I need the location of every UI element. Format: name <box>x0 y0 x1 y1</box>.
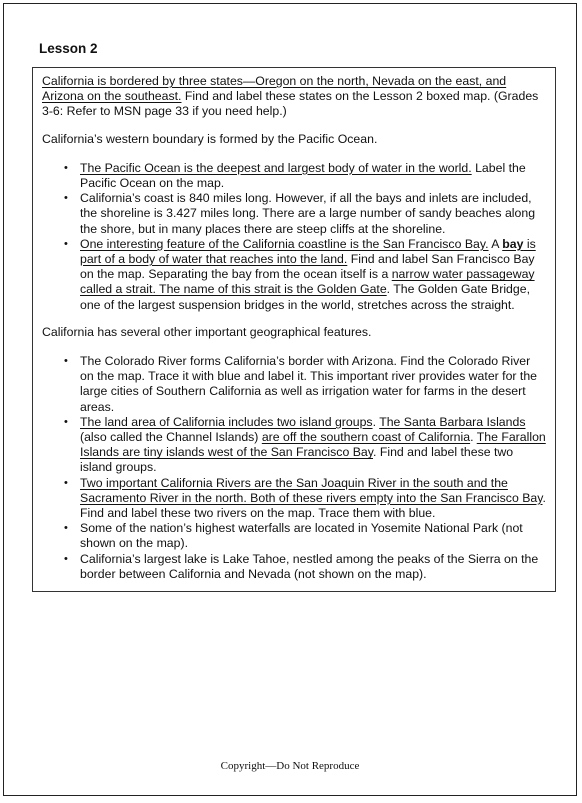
list-item <box>42 521 547 551</box>
list-item <box>42 191 547 237</box>
list-item <box>42 161 547 191</box>
text-run: California’s largest lake is Lake Tahoe, nestled among the peaks of the Sierra on the border between California and Nevada (not shown on the map). <box>80 551 539 581</box>
underlined-text: The Farallon Islands are tiny islands west of the San Francisco Bay <box>80 430 546 460</box>
text-run: A <box>488 236 503 251</box>
underlined-text: narrow water passageway called a strait. The name of this strait is the Golden Gate <box>80 267 535 297</box>
bullet-icon: • <box>64 161 68 174</box>
list-item <box>42 476 547 522</box>
bullet-icon: • <box>64 237 68 250</box>
underlined-text: The Santa Barbara Islands <box>379 414 526 429</box>
western-boundary-paragraph: California’s western boundary is formed by the Pacific Ocean. <box>42 131 378 146</box>
text-run: (also called the Channel Islands) <box>80 430 262 445</box>
text-run: California’s coast is 840 miles long. However, if all the bays and inlets are included, the shoreline is 3.427 miles long. There are a large number of sandy beaches along the shore, but in many places there are steep cliffs at the shoreline. <box>80 191 536 236</box>
text-run: Find and label these states on the Lesson 2 boxed map. (Grades 3-6: Refer to MSN page 33 if you need help.) <box>42 89 539 119</box>
bullet-icon: • <box>64 476 68 489</box>
text-run: Find and label San Francisco Bay on the map. Separating the bay from the ocean itself is a <box>80 252 535 282</box>
text-run: . <box>470 430 477 445</box>
text-run: Label the Pacific Ocean on the map. <box>80 160 526 191</box>
bullet-icon: • <box>64 192 68 205</box>
list-item <box>42 415 547 476</box>
list-item <box>42 552 547 582</box>
text-run: . Find and label these two rivers on the map. Trace them with blue. <box>80 490 546 521</box>
text-run: . The Golden Gate Bridge, one of the largest suspension bridges in the world, stretches across the straight. <box>80 282 530 312</box>
bullet-icon: • <box>64 552 68 565</box>
underlined-text: One interesting feature of the California coastline is the San Francisco Bay. <box>80 236 489 251</box>
lesson-title: Lesson 2 <box>39 41 98 56</box>
pacific-bullet-list <box>42 161 547 313</box>
underlined-text: The Pacific Ocean is the deepest and largest body of water in the world. <box>80 160 472 175</box>
underlined-text: The land area of California includes two island groups <box>80 414 373 429</box>
bold-term-bay: bay <box>502 236 524 251</box>
other-features-paragraph: California has several other important geographical features. <box>42 324 372 339</box>
text-run: Some of the nation’s highest waterfalls are located in Yosemite National Park (not shown on the map). <box>80 521 523 551</box>
copyright-footer: Copyright—Do Not Reproduce <box>220 760 360 772</box>
lesson-content-box <box>32 67 556 592</box>
bullet-icon: • <box>64 415 68 428</box>
underlined-text: are off the southern coast of California <box>261 430 471 445</box>
features-bullet-list <box>42 354 547 582</box>
text-run: . Find and label these two island groups. <box>80 445 514 475</box>
underlined-text: Two important California Rivers are the San Joaquin River in the south and the Sacramento River in the north. Both of these rivers empty into the San Francisco Bay <box>80 475 543 505</box>
underlined-text: California is bordered by three states—Oregon on the north, Nevada on the east, and Arizona on the southeast. <box>42 74 507 104</box>
intro-paragraph <box>42 74 547 120</box>
text-run: The Colorado River forms California’s border with Arizona. Find the Colorado River on the map. Trace it with blue and label it. This important river provides water for the large cities of Southern California as well as irrigation water for farms in the desert areas. <box>80 354 538 414</box>
underlined-text: is part of a body of water that reaches into the land. <box>80 236 536 267</box>
worksheet-page <box>3 3 577 796</box>
bullet-icon: • <box>64 522 68 535</box>
bullet-icon: • <box>64 355 68 368</box>
list-item <box>42 237 547 313</box>
text-run: . <box>372 414 380 429</box>
list-item <box>42 354 547 415</box>
